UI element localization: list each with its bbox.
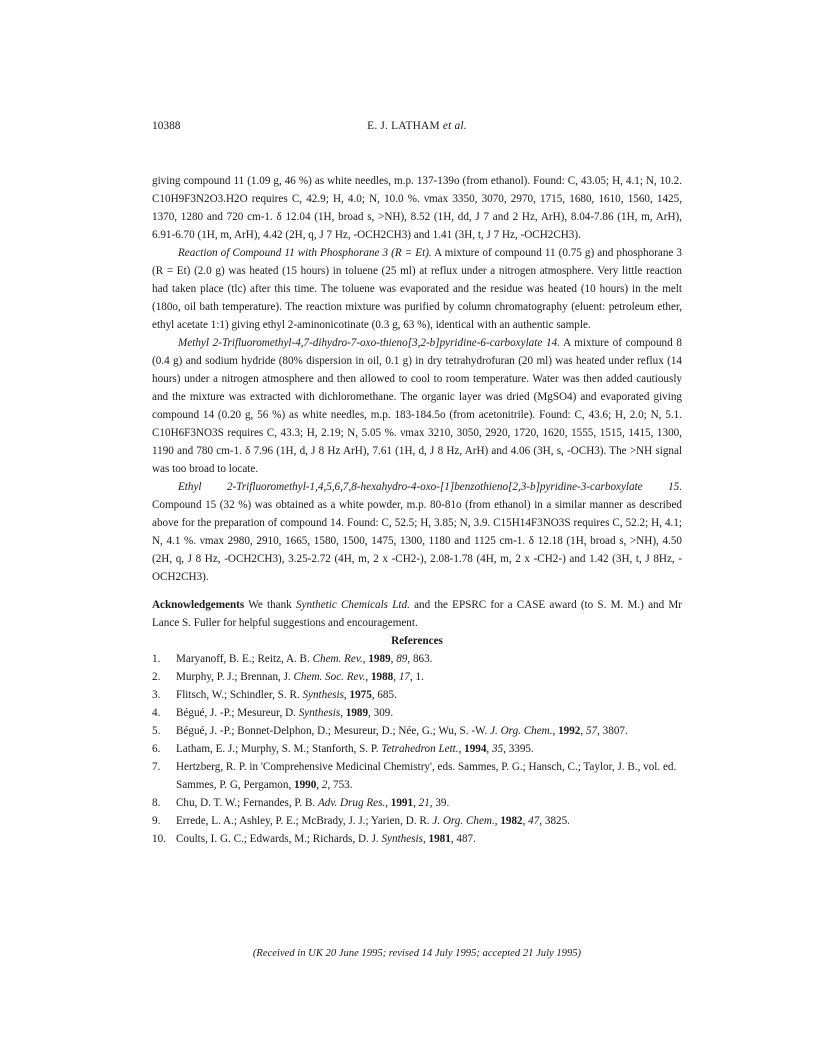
reference-item [152,740,682,758]
reference-number: 5. [152,725,161,737]
reference-item [152,812,682,830]
reference-number: 8. [152,797,161,809]
reference-item [152,668,682,686]
reference-text: Errede, L. A.; Ashley, P. E.; McBrady, J. J.; Yarien, D. R. J. Org. Chem., 1982, 47, 3825. [176,815,570,827]
reference-text: Hertzberg, R. P. in 'Comprehensive Medicinal Chemistry', eds. Sammes, P. G.; Hansch, C.; Taylor, J. B., vol. ed. Sammes, P. G, Pergamon, 1990, 2, 753. [176,761,677,791]
reference-number: 1. [152,653,161,665]
reference-number: 6. [152,743,161,755]
references-list [152,650,682,848]
reference-item [152,722,682,740]
reference-item [152,704,682,722]
section-title: Methyl 2-Trifluoromethyl-4,7-dihydro-7-oxo-thieno[3,2-b]pyridine-6-carboxylate 14. [178,337,560,349]
reference-item [152,686,682,704]
reference-number: 7. [152,761,161,773]
reference-text: Murphy, P. J.; Brennan, J. Chem. Soc. Rev., 1988, 17, 1. [176,671,424,683]
reference-item [152,794,682,812]
reference-text: Chu, D. T. W.; Fernandes, P. B. Adv. Drug Res., 1991, 21, 39. [176,797,450,809]
section-title: Ethyl 2-Trifluoromethyl-1,4,5,6,7,8-hexahydro-4-oxo-[1]benzothieno[2,3-b]pyridine-3-carboxylate 15. [178,481,682,493]
reference-number: 9. [152,815,161,827]
page-number: 10388 [152,120,181,132]
reference-text: Latham, E. J.; Murphy, S. M.; Stanforth, S. P. Tetrahedron Lett., 1994, 35, 3395. [176,743,534,755]
running-header [152,120,682,136]
article-body [152,172,682,848]
references-title: References [391,635,443,647]
reference-item [152,650,682,668]
acknowledgements: Acknowledgements We thank Synthetic Chemicals Ltd. and the EPSRC for a CASE award (to S. M. M.) and Mr Lance S. Fuller for helpful suggestions and encouragement. [152,599,682,629]
reference-text: Bégué, J. -P.; Mesureur, D. Synthesis, 1989, 309. [176,707,394,719]
paragraph-compound-14: Methyl 2-Trifluoromethyl-4,7-dihydro-7-oxo-thieno[3,2-b]pyridine-6-carboxylate 14. A mixture of compound 8 (0.4 g) and sodium hydride (80% dispersion in oil, 0.1 g) in dry tetrahydrofuran (20 ml) was heated under reflux (14 hours) under a nitrogen atmosphere and then allowed to cool to room temperature. Water was then added cautiously and the mixture was extracted with dichloromethane. The organic layer was dried (MgSO4) and evaporated giving compound 14 (0.20 g, 56 %) as white needles, m.p. 183-184.5o (from acetonitrile). Found: C, 43.6; H, 2.0; N, 5.1. C10H6F3NO3S requires C, 43.3; H, 2.19; N, 5.05 %. νmax 3210, 3050, 2920, 1720, 1620, 1555, 1515, 1415, 1300, 1190 and 780 cm-1. δ 7.96 (1H, d, J 8 Hz ArH), 7.61 (1H, d, J 8 Hz, ArH) and 4.06 (3H, s, -OCH3). The >NH signal was too broad to locate. [152,337,682,475]
reference-number: 4. [152,707,161,719]
reference-item [152,830,682,848]
paragraph-compound-15: Ethyl 2-Trifluoromethyl-1,4,5,6,7,8-hexahydro-4-oxo-[1]benzothieno[2,3-b]pyridine-3-carboxylate 15. Compound 15 (32 %) was obtained as a white powder, m.p. 80-81o (from ethanol) in a similar manner as described above for the preparation of compound 14. Found: C, 52.5; H, 3.85; N, 3.9. C15H14F3NO3S requires C, 52.2; H, 4.1; N, 4.1 %. νmax 2980, 2910, 1665, 1580, 1500, 1475, 1300, 1180 and 1125 cm-1. δ 12.18 (1H, broad s, >NH), 4.50 (2H, q, J 8 Hz, -OCH2CH3), 3.25-2.72 (4H, m, 2 x -CH2-), 2.08-1.78 (4H, m, 2 x -CH2-) and 1.42 (3H, t, J 8Hz, -OCH2CH3). [152,481,682,583]
running-authors: E. J. LATHAM et al. [367,120,467,132]
paragraph-reaction-11: Reaction of Compound 11 with Phosphorane 3 (R = Et). A mixture of compound 11 (0.75 g) and phosphorane 3 (R = Et) (2.0 g) was heated (15 hours) in toluene (25 ml) at reflux under a nitrogen atmosphere. Very little reaction had taken place (tlc) after this time. The toluene was evaporated and the residue was heated (10 hours) in the melt (180o, oil bath temperature). The reaction mixture was purified by column chromatography (eluent: petroleum ether, ethyl acetate 1:1) giving ethyl 2-aminonicotinate (0.3 g, 63 %), identical with an authentic sample. [152,247,682,331]
paragraph-compound-11: giving compound 11 (1.09 g, 46 %) as white needles, m.p. 137-139o (from ethanol). Found: C, 43.05; H, 4.1; N, 10.2. C10H9F3N2O3.H2O requires C, 42.9; H, 4.0; N, 10.0 %. νmax 3350, 3070, 2970, 1715, 1680, 1610, 1560, 1425, 1370, 1280 and 720 cm-1. δ 12.04 (1H, broad s, >NH), 8.52 (1H, dd, J 7 and 2 Hz, ArH), 8.04-7.86 (1H, m, ArH), 6.91-6.70 (1H, m, ArH), 4.42 (2H, q, J 7 Hz, -OCH2CH3) and 1.41 (3H, t, J 7 Hz, -OCH2CH3). [152,175,682,241]
reference-text: Bégué, J. -P.; Bonnet-Delphon, D.; Mesureur, D.; Née, G.; Wu, S. -W. J. Org. Chem., 1992, 57, 3807. [176,725,628,737]
reference-number: 3. [152,689,161,701]
reference-item [152,758,682,794]
section-title: Reaction of Compound 11 with Phosphorane 3 (R = Et). [178,247,432,259]
reference-number: 10. [152,833,166,845]
reference-text: Flitsch, W.; Schindler, S. R. Synthesis, 1975, 685. [176,689,397,701]
received-dates: (Received in UK 20 June 1995; revised 14 July 1995; accepted 21 July 1995) [252,948,582,959]
reference-number: 2. [152,671,161,683]
reference-text: Coults, I. G. C.; Edwards, M.; Richards, D. J. Synthesis, 1981, 487. [176,833,476,845]
reference-text: Maryanoff, B. E.; Reitz, A. B. Chem. Rev., 1989, 89, 863. [176,653,433,665]
